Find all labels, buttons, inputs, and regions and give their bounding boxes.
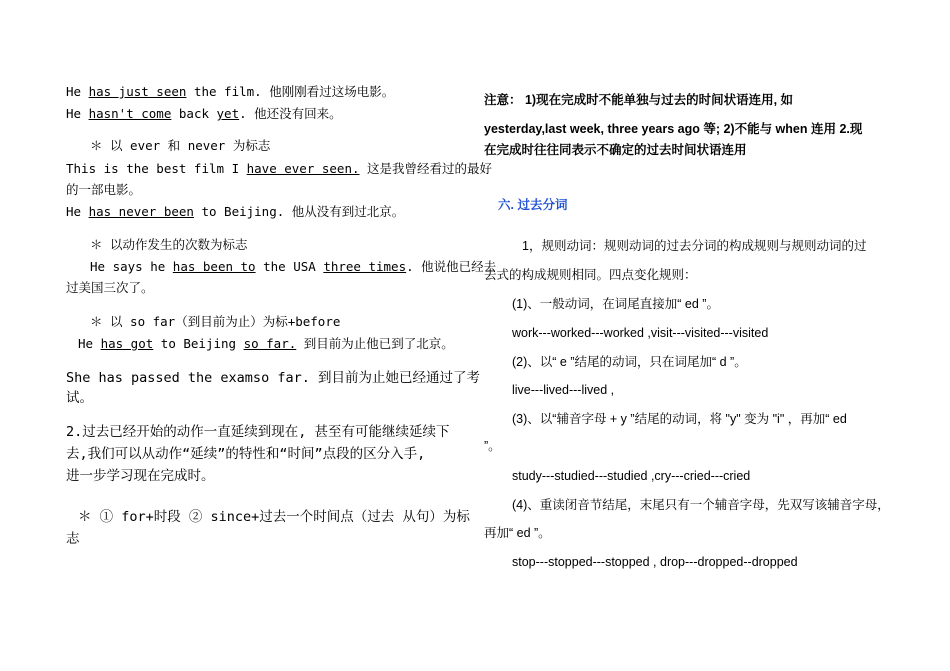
example-has-never-been <box>66 204 404 220</box>
underlined-verb: have ever seen. <box>246 161 360 176</box>
example-has-got <box>78 336 454 352</box>
translation: . 他说他已经去 <box>406 259 497 274</box>
marker-for-since: ＊ ① for+时段 ② since+过去一个时间点（过去 从句）为标 <box>78 509 470 525</box>
rule-2-line-2: 去,我们可以从动作“延续”的特性和“时间”点段的区分入手, <box>66 446 426 462</box>
underlined-verb: hasn't come <box>88 106 172 121</box>
example-has-just-seen <box>66 84 394 100</box>
note-line-1: 注意： 1)现在完成时不能单独与过去的时间状语连用, 如 <box>484 93 794 107</box>
underlined-yet: yet <box>216 106 240 121</box>
rule-4-continued: 再加“ ed ”。 <box>484 526 551 540</box>
rule-2-line-1: 2.过去已经开始的动作一直延续到现在, 甚至有可能继续延续下 <box>66 424 450 440</box>
example-has-passed: She has passed the examso far. 到目前为止她已经通过了考 <box>66 370 480 386</box>
text: He says he <box>90 259 173 274</box>
text: He <box>78 336 101 351</box>
marker-times: ＊ 以动作发生的次数为标志 <box>90 237 248 252</box>
translation: 这是我曾经看过的最好 <box>359 161 493 176</box>
translation: 到目前为止他已到了北京。 <box>296 336 454 351</box>
underlined-times: three times <box>323 259 407 274</box>
text: the USA <box>255 259 324 274</box>
translation: 他还没有回来。 <box>254 106 342 121</box>
rule-3: (3)、以“辅音字母 + y ”结尾的动词，将 "y" 变为 "i" ，再加“ ed <box>512 412 847 426</box>
rule-2-line-3: 进一步学习现在完成时。 <box>66 468 215 484</box>
underlined-verb: has been to <box>172 259 256 274</box>
note-line-3: 在完成时往往同表示不确定的过去时间状语连用 <box>484 143 747 157</box>
example-has-been-to <box>90 259 496 275</box>
marker-for-since-continued: 志 <box>66 531 80 547</box>
rule-1-example: work---worked---worked ,visit---visited---visited <box>512 326 769 340</box>
text: to Beijing. <box>193 204 292 219</box>
text: to Beijing <box>153 336 244 351</box>
example-have-ever-seen <box>66 161 492 177</box>
text: He <box>66 204 89 219</box>
text: back <box>171 106 217 121</box>
rule-2: (2)、以“ e ”结尾的动词，只在词尾加“ d ”。 <box>512 355 747 369</box>
regular-verbs-line-2: 去式的构成规则相同。四点变化规则： <box>484 268 697 282</box>
note-line-2: yesterday,last week, three years ago 等; 2)不能与 when 连用 2.现 <box>484 122 863 136</box>
marker-so-far: ＊ 以 so far（到目前为止）为标+before <box>90 314 341 329</box>
underlined-so-far: so far. <box>243 336 297 351</box>
text: the film. <box>186 84 270 99</box>
underlined-verb: has got <box>100 336 154 351</box>
section-heading-past-participle: 六. 过去分词 <box>498 198 568 212</box>
rule-3-example: study---studied---studied ,cry---cried---cried <box>512 469 751 483</box>
rule-3-continued: ”。 <box>484 439 501 453</box>
underlined-verb: has just seen <box>88 84 187 99</box>
text: He <box>66 106 89 121</box>
translation: 他刚刚看过这场电影。 <box>269 84 395 99</box>
translation-continued: 试。 <box>66 390 93 406</box>
example-hasnt-come <box>66 106 342 122</box>
rule-4: (4)、重读闭音节结尾，末尾只有一个辅音字母，先双写该辅音字母， <box>512 498 890 512</box>
translation: 他从没有到过北京。 <box>291 204 405 219</box>
text: . <box>239 106 255 121</box>
translation-continued: 的一部电影。 <box>66 182 142 197</box>
text: This is the best film I <box>66 161 247 176</box>
rule-4-example: stop---stopped---stopped , drop---dropped--dropped <box>512 555 798 569</box>
translation-continued: 过美国三次了。 <box>66 280 154 295</box>
marker-ever-never: ＊ 以 ever 和 never 为标志 <box>90 138 271 153</box>
rule-1: (1)、一般动词，在词尾直接加“ ed ”。 <box>512 297 719 311</box>
text: He <box>66 84 89 99</box>
underlined-verb: has never been <box>88 204 194 219</box>
regular-verbs-line-1: 1，规则动词：规则动词的过去分词的构成规则与规则动词的过 <box>522 239 867 253</box>
rule-2-example: live---lived---lived , <box>512 383 615 397</box>
